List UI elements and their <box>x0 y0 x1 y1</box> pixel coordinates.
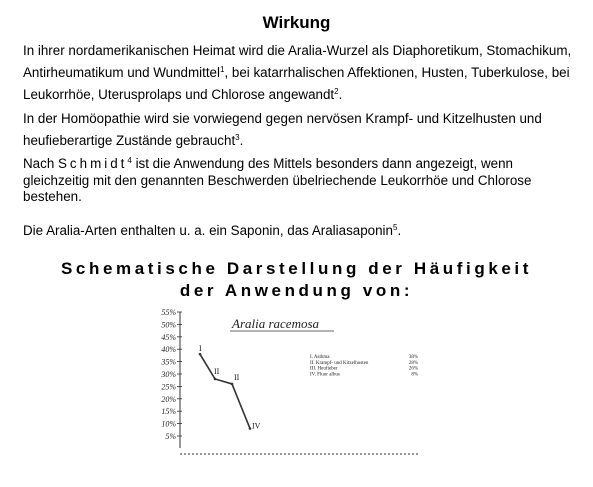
y-tick-label: 50% <box>161 320 176 330</box>
frequency-chart <box>160 308 420 460</box>
legend-label: I. Asthma <box>310 355 330 360</box>
text: . <box>397 223 402 238</box>
chart-heading-line2: der Anwendung von: <box>179 281 414 300</box>
legend-label: II. Krampf- und Kitzelhusten <box>310 360 369 366</box>
y-tick-label: 10% <box>161 419 176 429</box>
text: In der Homöopathie wird sie vorwiegend gegen nervösen Krampf- und Kitzelhusten und heufieberartige Zustände gebraucht <box>23 111 542 148</box>
y-tick-label: 45% <box>161 332 176 342</box>
data-point-label: I <box>199 344 202 354</box>
legend-value: 28% <box>408 360 418 366</box>
paragraph-homeopathy <box>23 108 575 152</box>
paragraph-saponin <box>23 220 575 242</box>
footnote-ref-3[interactable]: 3 <box>235 133 240 142</box>
y-tick-label: 30% <box>161 370 176 379</box>
paragraph-schmidt <box>23 156 575 206</box>
legend-label: III. Heufieber <box>310 366 338 372</box>
legend-value: 38% <box>408 355 418 360</box>
legend-value: 26% <box>408 366 418 372</box>
y-tick-label: 55% <box>161 308 176 317</box>
text: In ihrer nordamerikanischen Heimat wird die Aralia-Wurzel als Diaphoretikum, Stomachikum, Antirheumatikum und Wundmittel <box>23 43 572 80</box>
paragraph-traditional-use <box>23 40 575 106</box>
footnote-ref-1[interactable]: 1 <box>219 65 225 74</box>
series-line <box>200 354 250 428</box>
author-name: Schmidt <box>58 156 128 171</box>
y-tick-label: 5% <box>165 432 176 441</box>
text: . <box>239 133 244 148</box>
text: ist die Anwendung des Mittels besonders dann angezeigt, wenn gleichzeitig mit den genannten Beschwerden übelriechende Leukorrhöe und Chlorose bestehen. <box>23 156 532 204</box>
text: Die Aralia-Arten enthalten u. a. ein Saponin, das Araliasaponin <box>23 223 393 238</box>
y-tick-label: 25% <box>161 382 176 392</box>
chart-heading-line1: Schematische Darstellung der Häufigkeit <box>60 259 533 278</box>
text: , bei katarrhalischen Affektionen, Husten, Tuberkulose, bei Leukorrhöe, Uterusprolaps und Chlorose angewandt <box>23 65 570 102</box>
text: . <box>338 87 343 102</box>
data-point <box>249 427 252 430</box>
data-point <box>231 383 234 386</box>
data-point <box>199 353 202 356</box>
text: Nach <box>23 156 55 171</box>
y-tick-label: 20% <box>161 394 176 404</box>
y-tick-label: 40% <box>161 345 176 355</box>
legend-value: 8% <box>411 372 418 378</box>
data-point-label: IV <box>252 421 261 431</box>
footnote-ref-5[interactable]: 5 <box>392 223 398 232</box>
footnote-ref-4[interactable]: 4 <box>127 156 132 165</box>
y-tick-label: 35% <box>161 357 176 367</box>
legend-label: IV. Fluor albus <box>310 372 340 378</box>
y-tick-label: 15% <box>161 407 176 417</box>
data-point-label: II <box>234 372 240 382</box>
footnote-ref-2[interactable]: 2 <box>334 87 339 96</box>
data-point-label: II <box>214 366 220 376</box>
chart-title: Aralia racemosa <box>232 316 320 331</box>
data-point <box>214 378 217 381</box>
section-title: Wirkung <box>262 13 331 32</box>
